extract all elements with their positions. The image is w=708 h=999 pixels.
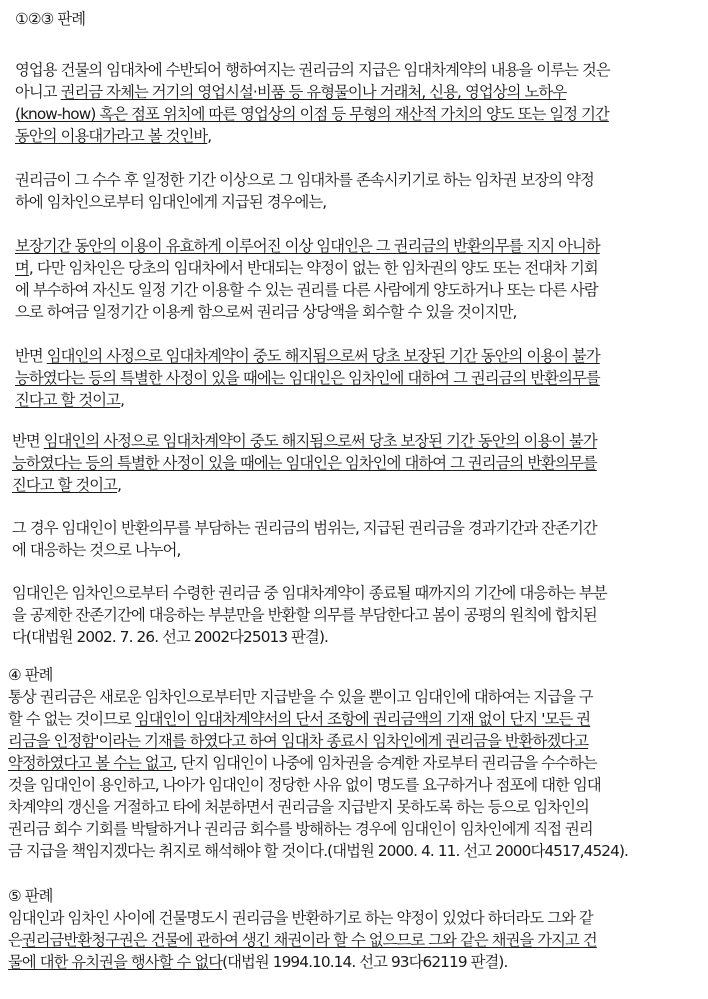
text-line: 아니고 권리금 자체는 거기의 영업시설·비품 등 유형물이나 거래처, 신용, 영업상의 노하우 bbox=[15, 83, 567, 101]
text-line: 약정하였다고 볼 수는 없고, 단지 임대인이 나중에 임차권을 승계한 자로부터 권리금을 수수하는 bbox=[8, 754, 597, 772]
text-line: 다(대법원 2002. 7. 26. 선고 2002다25013 판결). bbox=[12, 628, 328, 646]
text-line: 진다고 할 것이고, bbox=[12, 476, 122, 494]
text-line: 그 경우 임대인이 반환의무를 부담하는 권리금의 범위는, 지급된 권리금을 경과기간과 잔존기간 bbox=[12, 519, 597, 537]
text-line: (know-how) 혹은 점포 위치에 따른 영업상의 이점 등 무형의 재산적 가치의 양도 또는 일정 기간 bbox=[15, 105, 609, 123]
text-line: 권리금이 그 수수 후 일정한 기간 이상으로 그 임대차를 존속시키기로 하는 임차권 보장의 약정 bbox=[15, 171, 594, 189]
text-line: 진다고 할 것이고, bbox=[15, 391, 125, 409]
text-line: 통상 권리금은 새로운 임차인으로부터만 지급받을 수 있을 뿐이고 임대인에 대하여는 지급을 구 bbox=[8, 688, 593, 706]
text-line: 능하였다는 등의 특별한 사정이 있을 때에는 임대인은 임차인에 대하여 그 권리금의 반환의무를 bbox=[15, 369, 600, 387]
text-line: 에 부수하여 자신도 일정 기간 이용할 수 있는 권리를 다른 사람에게 양도하거나 또는 다른 사람 bbox=[15, 281, 598, 299]
text-line: 리금을 인정함'이라는 기재를 하였다고 하여 임대차 종료시 임차인에게 권리금을 반환하겠다고 bbox=[8, 732, 589, 750]
text-line: 반면 임대인의 사정으로 임대차계약이 중도 해지됨으로써 당초 보장된 기간 동안의 이용이 불가 bbox=[12, 432, 597, 450]
text-line: 에 대응하는 것으로 나누어, bbox=[12, 541, 181, 559]
text-line: 임대인과 임차인 사이에 건물명도시 권리금을 반환하기로 하는 약정이 있었다 하더라도 그와 같 bbox=[8, 909, 593, 927]
section-heading-5: ⑤ 판례 bbox=[8, 887, 53, 905]
text-line: 임대인은 임차인으로부터 수령한 권리금 중 임대차계약이 종료될 때까지의 기간에 대응하는 부분 bbox=[12, 584, 607, 602]
text-line: 능하였다는 등의 특별한 사정이 있을 때에는 임대인은 임차인에 대하여 그 권리금의 반환의무를 bbox=[12, 454, 597, 472]
text-line: 며, 다만 임차인은 당초의 임대차에서 반대되는 약정이 없는 한 임차권의 양도 또는 전대차 기회 bbox=[15, 259, 598, 277]
section-heading-1: ①②③ 판례 bbox=[15, 10, 86, 28]
text-line: 것을 임대인이 용인하고, 나아가 임대인이 정당한 사유 없이 명도를 요구하거나 점포에 대한 임대 bbox=[8, 776, 601, 794]
text-line: 금 지급을 책임지겠다는 취지로 해석해야 할 것이다.(대법원 2000. 4. 11. 선고 2000다4517,4524). bbox=[8, 842, 628, 860]
text-line: 은권리금반환청구권은 건물에 관하여 생긴 채권이라 할 수 없으므로 그와 같은 채권을 가지고 건 bbox=[8, 931, 597, 949]
text-line: 반면 임대인의 사정으로 임대차계약이 중도 해지됨으로써 당초 보장된 기간 동안의 이용이 불가 bbox=[15, 347, 600, 365]
text-line: 권리금 회수 기회를 박탈하거나 권리금 회수를 방해하는 경우에 임대인이 임차인에게 직접 권리 bbox=[8, 820, 593, 838]
text-line: 차계약의 갱신을 거절하고 타에 처분하면서 권리금을 지급받지 못하도록 하는 등으로 임차인의 bbox=[8, 798, 589, 816]
text-line: 보장기간 동안의 이용이 유효하게 이루어진 이상 임대인은 그 권리금의 반환의무를 지지 아니하 bbox=[15, 237, 600, 255]
text-line: 영업용 건물의 임대차에 수반되어 행하여지는 권리금의 지급은 임대차계약의 내용을 이루는 것은 bbox=[15, 61, 610, 79]
text-line: 을 공제한 잔존기간에 대응하는 부분만을 반환할 의무를 부담한다고 봄이 공평의 원칙에 합치된 bbox=[12, 606, 597, 624]
text-line: 물에 대한 유치권을 행사할 수 없다(대법원 1994.10.14. 선고 93다62119 판결). bbox=[8, 953, 508, 971]
text-line: 동안의 이용대가라고 볼 것인바, bbox=[15, 127, 212, 145]
text-line: 하에 임차인으로부터 임대인에게 지급된 경우에는, bbox=[15, 193, 327, 211]
text-line: 할 수 없는 것이므로 임대인이 임대차계약서의 단서 조항에 권리금액의 기재 없이 단지 '모든 권 bbox=[8, 710, 591, 728]
text-line: 으로 하여금 일정기간 이용케 함으로써 권리금 상당액을 회수할 수 있을 것이지만, bbox=[15, 303, 517, 321]
section-heading-4: ④ 판례 bbox=[8, 666, 53, 684]
